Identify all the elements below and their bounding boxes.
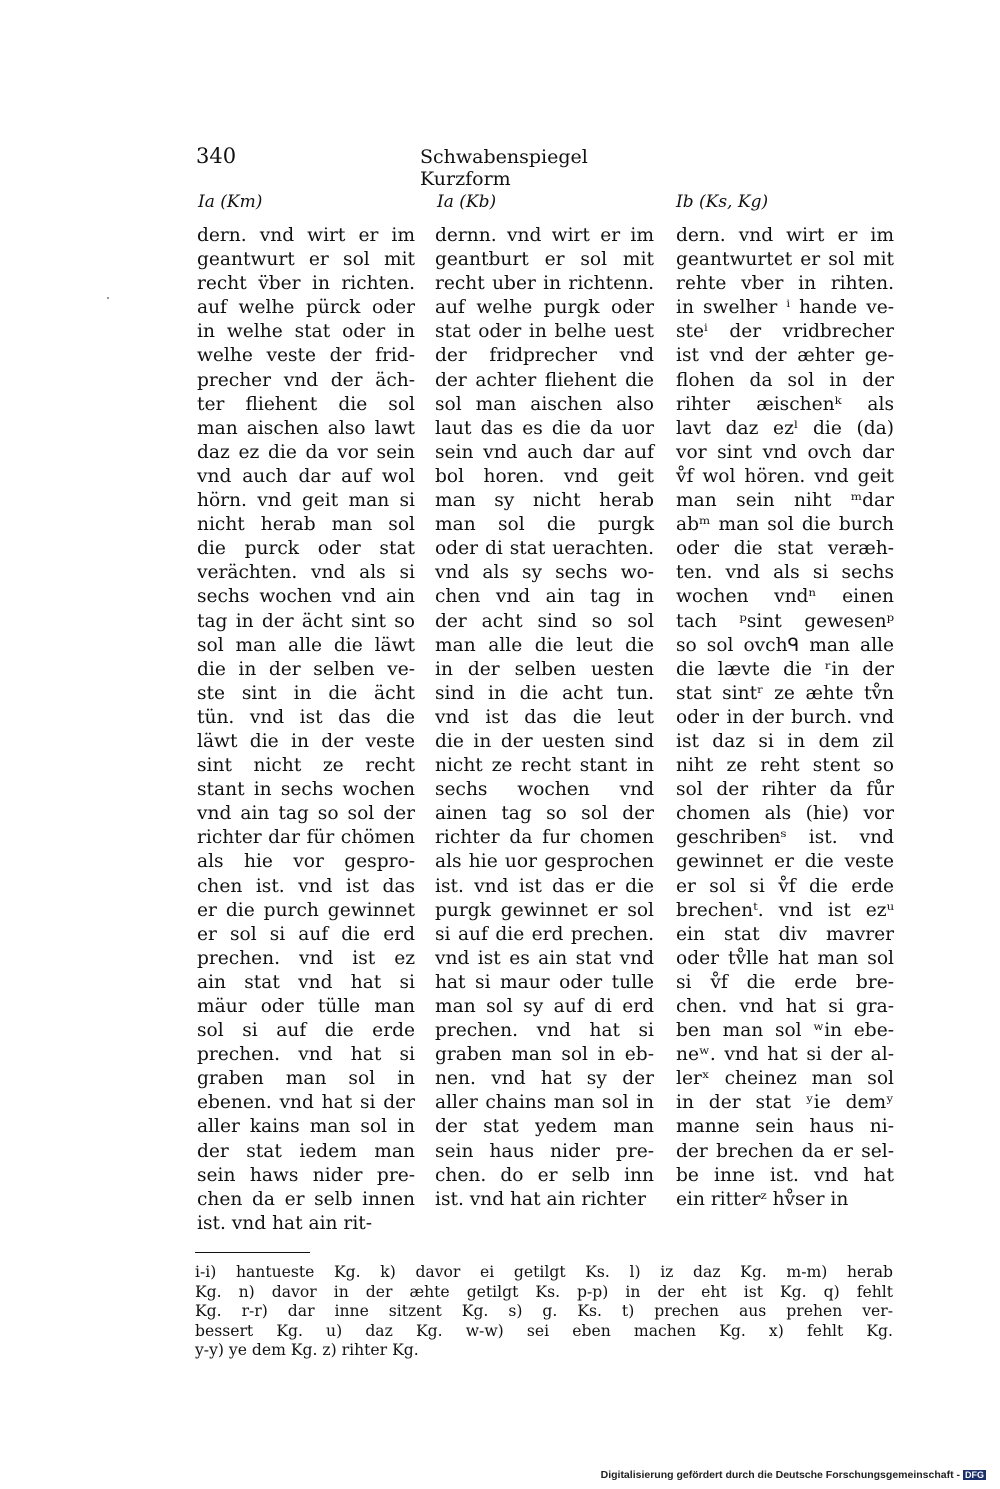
text-line: die in der selben ve- (197, 658, 415, 680)
text-line: er sol si v̊f die erde (676, 875, 894, 897)
text-line: nen. vnd hat sy der (435, 1068, 654, 1090)
text-line: tag in der ächt sint so (197, 610, 415, 632)
text-line: sol der rihter da fůr (676, 779, 894, 801)
text-line: nicht ze recht stant in (435, 755, 654, 777)
text-line: stat oder in belhe uest (435, 321, 654, 343)
footnote-line: bessert Kg. u) daz Kg. w-w) sei eben machen Kg. x) fehlt Kg. (195, 1321, 893, 1340)
text-line: man alle die leut die (435, 634, 654, 656)
text-line: oder di stat uerachten. (435, 538, 654, 560)
text-line: lavt daz ezˡ die (da) (676, 417, 894, 439)
text-line: die lævte die ʳin der (676, 658, 894, 680)
text-line: dernn. vnd wirt er im (435, 225, 654, 246)
column-heading-kb: Ia (Kb) (437, 192, 497, 212)
text-line: ainen tag so sol der (435, 803, 654, 825)
text-line: sechs wochen vnd ain (197, 586, 415, 608)
text-line: der achter fliehent die (435, 369, 654, 391)
footnotes (195, 1263, 893, 1361)
text-line: ein stat div mavrer (676, 923, 894, 945)
digitization-note: Digitalisierung gefördert durch die Deutsche Forschungsgemeinschaft - (600, 1469, 960, 1481)
text-line: verächten. vnd als si (197, 562, 415, 584)
text-line: vnd als sy sechs wo- (435, 562, 654, 584)
text-line: daz ez die da vor sein (197, 441, 415, 463)
text-line: si auf die erd prechen. (435, 923, 654, 945)
text-line: tach ᵖsint gewesenᵖ (676, 610, 894, 632)
text-line: lerˣ cheinez man sol (676, 1068, 894, 1090)
text-line: niht ze reht stent so (676, 755, 894, 777)
text-line: geschribenˢ ist. vnd (676, 827, 894, 849)
text-line: prechen. vnd ist ez (197, 947, 415, 969)
text-line: chen ist. vnd ist das (197, 875, 415, 897)
footnote-line: i-i) hantueste Kg. k) davor ei getilgt Ks. l) iz daz Kg. m-m) herab (195, 1263, 893, 1281)
text-line: er die purch gewinnet (197, 899, 415, 921)
text-line: geantwurtet er sol mit (676, 249, 894, 271)
text-line: vor sint vnd ovch dar (676, 441, 894, 463)
text-column-kb (435, 224, 654, 1212)
text-line: hörn. vnd geit man si (197, 490, 415, 512)
text-line: oder in der burch. vnd (676, 706, 894, 728)
text-line: hat si maur oder tulle (435, 971, 654, 993)
text-line: manne sein haus ni- (676, 1116, 894, 1138)
text-line: gewinnet er die veste (676, 851, 894, 873)
text-line: sechs wochen vnd (435, 779, 654, 801)
text-line: man sein niht ᵐdar (676, 490, 894, 512)
text-line: precher vnd der äch- (197, 369, 415, 391)
text-line: vnd ain tag so sol der (197, 803, 415, 825)
text-line: ist. vnd ist das er die (435, 875, 654, 897)
text-line: aller kains man sol in (197, 1116, 415, 1138)
text-line: chen da er selb innen (197, 1188, 415, 1210)
text-line: man aischen also lawt (197, 417, 415, 439)
text-line: sint nicht ze recht (197, 755, 415, 777)
text-line: sein haus nider pre- (435, 1140, 654, 1162)
footnote-line: Kg. r-r) dar inne sitzent Kg. s) g. Ks. t) prechen aus prehen ver- (195, 1302, 893, 1321)
text-line: ste sint in die ächt (197, 682, 415, 704)
text-line: oder tv̊lle hat man sol (676, 947, 894, 969)
text-line: mäur oder tülle man (197, 996, 415, 1017)
text-line: rehte vber in rihten. (676, 273, 894, 295)
text-line: ebenen. vnd hat si der (197, 1092, 415, 1114)
text-line: flohen da sol in der (676, 369, 894, 391)
text-line: ist vnd der æhter ge- (676, 345, 894, 367)
text-line: in welhe stat oder in (197, 321, 415, 343)
text-line: der stat yedem man (435, 1116, 654, 1138)
text-line: ist. vnd hat ain rit- (197, 1212, 373, 1234)
page-number: 340 (196, 144, 237, 168)
text-line: der acht sind so sol (435, 610, 654, 632)
text-line: auf welhe purgk oder (435, 297, 654, 319)
dfg-logo-icon: DFG (965, 1470, 984, 1481)
text-line: als hie vor gespro- (197, 851, 415, 873)
running-title: Schwabenspiegel Kurzform (420, 146, 588, 190)
text-line: laut das es die da uor (435, 417, 654, 439)
text-line: abᵐ man sol die burch (676, 514, 894, 536)
text-line: purgk gewinnet er sol (435, 899, 654, 921)
text-line: chen vnd ain tag in (435, 586, 654, 608)
text-line: welhe veste der frid- (197, 345, 415, 367)
text-line: geantburt er sol mit (435, 249, 654, 271)
text-line: so sol ovchᑫ man alle (676, 634, 894, 656)
text-line: chen. do er selb inn (435, 1164, 654, 1186)
text-line: dern. vnd wirt er im (197, 225, 415, 246)
footnote-line: y-y) ye dem Kg. z) rihter Kg. (195, 1341, 419, 1360)
column-heading-km: Ia (Km) (198, 192, 263, 212)
text-line: sein haws nider pre- (197, 1164, 415, 1186)
digitization-credit (601, 1469, 986, 1481)
text-line: man sol sy auf di erd (435, 996, 654, 1017)
text-line: ter fliehent die sol (197, 393, 415, 415)
text-line: dern. vnd wirt er im (676, 225, 894, 246)
footnote-line: Kg. n) davor in der æhte getilgt Ks. p-p) in der eht ist Kg. q) fehlt (195, 1282, 893, 1301)
text-line: tün. vnd ist das die (197, 706, 415, 728)
text-line: in der stat ʸie demʸ (676, 1092, 894, 1114)
text-line: vnd auch dar auf wol (197, 465, 415, 487)
text-line: v̊f wol hören. vnd geit (676, 465, 894, 487)
text-line: sol man aischen also (435, 393, 654, 415)
text-line: bol horen. vnd geit (435, 465, 654, 487)
text-line: chomen als (hie) vor (676, 803, 894, 825)
text-column-ks-kg (676, 224, 894, 1212)
text-line: als hie uor gesprochen (435, 851, 654, 873)
text-line: der stat iedem man (197, 1140, 415, 1162)
column-heading-ks-kg: Ib (Ks, Kg) (676, 192, 769, 212)
text-line: der brechen da er sel- (676, 1140, 894, 1162)
text-line: nicht herab man sol (197, 514, 415, 536)
text-line: geantwurt er sol mit (197, 249, 415, 271)
text-line: richter da fur chomen (435, 827, 654, 849)
text-line: rihter æischenᵏ als (676, 393, 894, 415)
text-line: stat sintʳ ze æhte tv̊n (676, 682, 894, 704)
text-line: wochen vndⁿ einen (676, 586, 894, 608)
text-line: sind in die acht tun. (435, 682, 654, 704)
text-line: die in der uesten sind (435, 730, 654, 752)
text-line: oder die stat veræh- (676, 538, 894, 560)
text-line: graben man sol in (197, 1068, 415, 1090)
text-line: stant in sechs wochen (197, 779, 415, 801)
text-column-km (197, 224, 415, 1236)
scan-speck (107, 297, 109, 299)
text-line: neʷ. vnd hat si der al- (676, 1044, 894, 1066)
text-line: chen. vnd hat si gra- (676, 996, 894, 1017)
text-line: recht v̈ber in richten. (197, 273, 415, 295)
text-line: die purck oder stat (197, 538, 415, 560)
text-line: in swelher ⁱ hande ve- (676, 297, 894, 319)
text-line: er sol si auf die erd (197, 923, 415, 945)
footnote-rule (195, 1252, 310, 1253)
text-line: man sol die purgk (435, 514, 654, 536)
text-line: sol man alle die läwt (197, 634, 415, 656)
text-line: ist. vnd hat ain richter (435, 1188, 647, 1210)
text-line: ten. vnd als si sechs (676, 562, 894, 584)
text-line: prechen. vnd hat si (197, 1044, 415, 1066)
text-line: be inne ist. vnd hat (676, 1164, 894, 1186)
text-line: prechen. vnd hat si (435, 1020, 654, 1042)
text-line: man sy nicht herab (435, 490, 654, 512)
text-line: sol si auf die erde (197, 1020, 415, 1042)
text-line: si v̊f die erde bre- (676, 971, 894, 993)
text-line: ist daz si in dem zil (676, 730, 894, 752)
text-line: ain stat vnd hat si (197, 971, 415, 993)
text-line: brechenᵗ. vnd ist ezᵘ (676, 899, 894, 921)
text-line: auf welhe pürck oder (197, 297, 415, 319)
text-line: ben man sol ʷin ebe- (676, 1020, 894, 1042)
text-line: der fridprecher vnd (435, 345, 654, 367)
text-line: sein vnd auch dar auf (435, 441, 654, 463)
text-line: richter dar für chömen (197, 827, 415, 849)
text-line: ein ritterᶻ hv̊ser in (676, 1188, 849, 1210)
text-line: graben man sol in eb- (435, 1044, 654, 1066)
text-line: läwt die in der veste (197, 730, 415, 752)
text-line: vnd ist es ain stat vnd (435, 947, 654, 969)
text-line: recht uber in richtenn. (435, 273, 654, 295)
text-line: in der selben uesten (435, 658, 654, 680)
text-line: aller chains man sol in (435, 1092, 654, 1114)
text-line: steⁱ der vridbrecher (676, 321, 894, 343)
text-line: vnd ist das die leut (435, 706, 654, 728)
